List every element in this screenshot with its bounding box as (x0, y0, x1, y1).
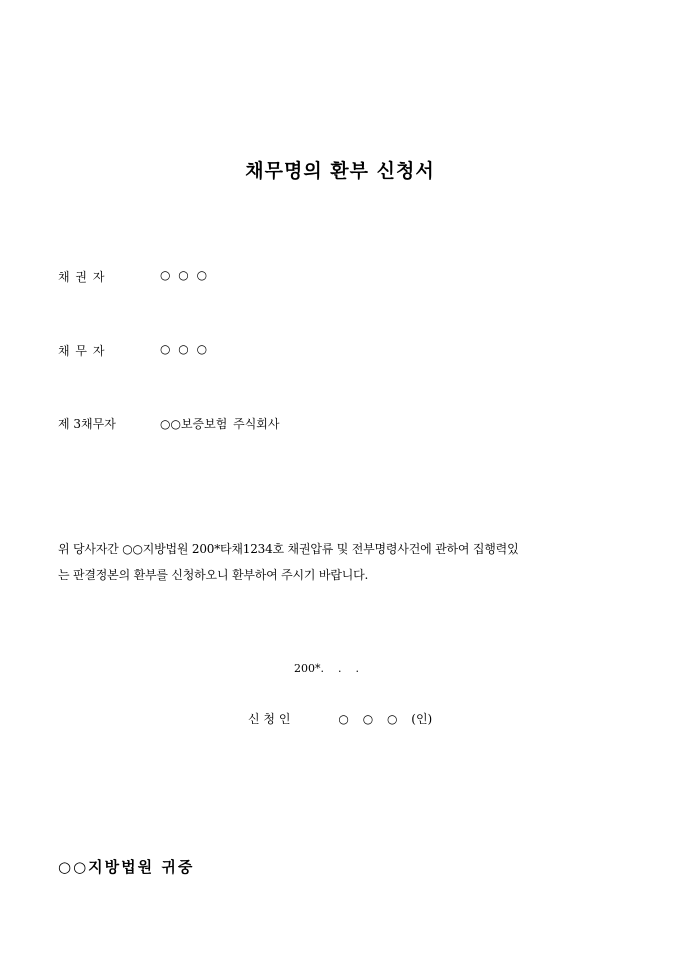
body-line-1: 위 당사자간 ○○지방법원 200*타채1234호 채권압류 및 전부명령사건에 관하여 집행력있 (58, 542, 519, 556)
applicant-line (248, 710, 432, 727)
debtor-value: ○ ○ ○ (160, 342, 208, 356)
creditor-label: 채 권 자 (58, 270, 106, 284)
creditor-value: ○ ○ ○ (160, 268, 208, 282)
third-debtor-value: ○○보증보험 주식회사 (160, 417, 280, 431)
applicant-name: ○ ○ ○ (인) (338, 712, 433, 726)
body-line-2: 는 판결정본의 환부를 신청하오니 환부하여 주시기 바랍니다. (58, 568, 369, 582)
court-addressee: ○○지방법원 귀중 (58, 858, 195, 876)
applicant-label: 신 청 인 (248, 712, 291, 726)
debtor-label: 채 무 자 (58, 344, 106, 358)
application-date: 200*. . . (294, 662, 359, 675)
document-title: 채무명의 환부 신청서 (245, 160, 435, 182)
third-debtor-label: 제 3채무자 (58, 417, 116, 431)
